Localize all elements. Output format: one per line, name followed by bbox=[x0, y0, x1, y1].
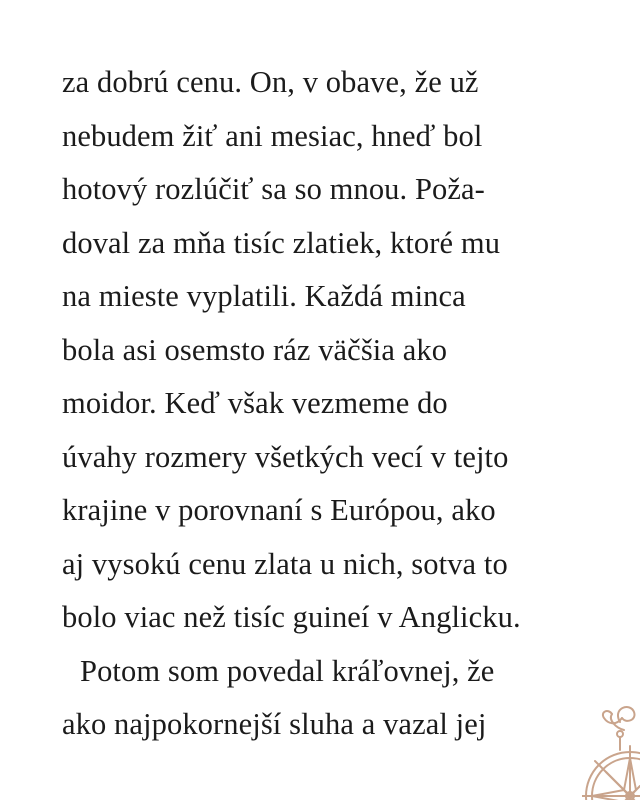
text-line-3: hotový rozlúčiť sa so mnou. Poža- bbox=[62, 172, 485, 206]
text-line-12-paragraph-start: Potom som povedal kráľovnej, že bbox=[80, 653, 495, 688]
compass-rose-ornament-icon bbox=[582, 700, 640, 800]
text-line-8: úvahy rozmery všetkých vecí v tejto bbox=[62, 439, 509, 474]
text-line-5: na mieste vyplatili. Každá minca bbox=[62, 279, 466, 313]
text-line-10: aj vysokú cenu zlata u nich, sotva to bbox=[62, 546, 508, 581]
text-line-9: krajine v porovnaní s Európou, ako bbox=[62, 493, 496, 527]
text-line-11: bolo viac než tisíc guineí v Anglicku. bbox=[62, 600, 521, 634]
text-line-7: moidor. Keď však vezmeme do bbox=[62, 386, 448, 420]
text-line-2: nebudem žiť ani mesiac, hneď bol bbox=[62, 118, 483, 153]
text-line-6: bola asi osemsto ráz väčšia ako bbox=[62, 332, 448, 367]
body-text bbox=[62, 56, 582, 752]
text-line-1: za dobrú cenu. On, v obave, že už bbox=[62, 65, 479, 99]
text-line-4: doval za mňa tisíc zlatiek, ktoré mu bbox=[62, 225, 501, 260]
text-line-13: ako najpokornejší sluha a vazal jej bbox=[62, 707, 487, 741]
